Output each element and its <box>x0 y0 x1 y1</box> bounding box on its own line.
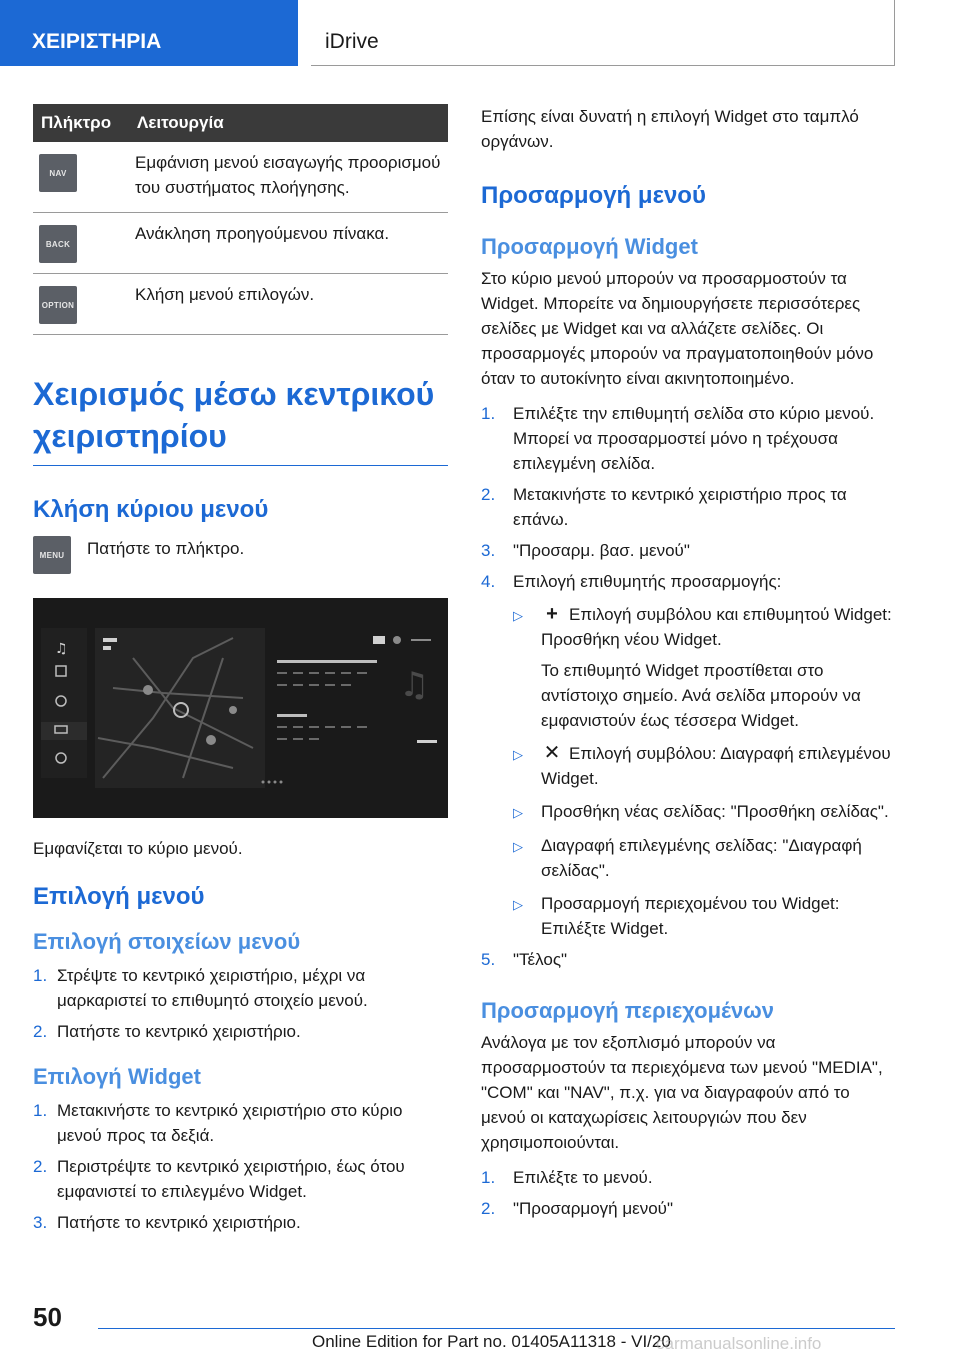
svg-text:♫: ♫ <box>399 665 430 705</box>
list-item: 2. Περιστρέψτε το κεντρικό χειριστήριο, έως ότου εμφανιστεί το επιλεγμένο Widget. <box>33 1157 405 1201</box>
customize-content-heading: Προσαρμογή περιεχομένων <box>481 998 775 1023</box>
section-heading: Χειρισμός μέσω κεντρικού χειριστηρίου <box>33 373 448 466</box>
nav-key-icon: NAV <box>39 154 77 192</box>
table-cell-function: Εμφάνιση μενού εισαγωγής προορισμού του συστήματος πλοήγησης. <box>129 142 448 213</box>
list-item: ▷ + Επιλογή συμβόλου και επιθυμητού Widget: Προσθήκη νέου Widget. <box>513 603 892 649</box>
watermark: carmanualsonline.info <box>656 1334 822 1353</box>
menu-key-icon: MENU <box>33 536 71 574</box>
widget-cluster-text: Επίσης είναι δυνατή η επιλογή Widget στο ταμπλό οργάνων. <box>481 107 859 151</box>
list-item: 4. Επιλογή επιθυμητής προσαρμογής: <box>481 572 782 591</box>
list-item: ▷ Διαγραφή επιλεγμένης σελίδας: "Διαγραφή σελίδας". <box>513 836 862 880</box>
table-header-key: Πλήκτρο <box>33 104 129 142</box>
table-row <box>33 274 448 335</box>
list-item: 3. Πατήστε το κεντρικό χειριστήριο. <box>33 1213 301 1232</box>
select-widget-steps <box>33 1098 448 1235</box>
list-item: 3. "Προσαρμ. βασ. μενού" <box>481 541 690 560</box>
table-cell-function: Κλήση μενού επιλογών. <box>129 274 448 335</box>
select-items-steps <box>33 963 448 1044</box>
list-item: 2. Μετακινήστε το κεντρικό χειριστήριο προς τα επάνω. <box>481 485 847 529</box>
list-item: ▷ Προσθήκη νέας σελίδας: "Προσθήκη σελίδας". <box>513 802 889 821</box>
page-number: 50 <box>33 1302 62 1332</box>
screen-caption: Εμφανίζεται το κύριο μενού. <box>33 839 243 858</box>
customize-steps <box>481 401 897 594</box>
customize-options-more <box>513 741 897 941</box>
list-item: 1. Επιλέξτε το μενού. <box>481 1168 653 1187</box>
chapter-title: iDrive <box>311 0 895 66</box>
list-item: 5. "Τέλος" <box>481 950 568 969</box>
right-column <box>481 104 897 1221</box>
call-menu-heading: Κλήση κύριου μενού <box>33 496 269 523</box>
section-tab: ΧΕΙΡΙΣΤΗΡΙΑ <box>0 0 298 66</box>
customize-widget-heading: Προσαρμογή Widget <box>481 234 698 259</box>
plus-icon: + <box>546 603 558 625</box>
select-items-heading: Επιλογή στοιχείων μενού <box>33 929 301 954</box>
back-key-icon: BACK <box>39 225 77 263</box>
menu-key-text: Πατήστε το πλήκτρο. <box>87 539 245 558</box>
customize-final-step <box>481 947 897 972</box>
customize-menu-heading: Προσαρμογή μενού <box>481 182 706 209</box>
left-column <box>33 104 448 1235</box>
svg-text:♫: ♫ <box>55 641 68 657</box>
table-header-function: Λειτουργία <box>129 104 448 142</box>
list-item: 2. Πατήστε το κεντρικό χειριστήριο. <box>33 1022 301 1041</box>
customize-content-steps <box>481 1165 897 1221</box>
list-item: 1. Επιλέξτε την επιθυμητή σελίδα στο κύριο μενού. Μπορεί να προσαρμοστεί μόνο η τρέχουσα επιλεγμένη σελίδα. <box>481 404 875 473</box>
select-widget-heading: Επιλογή Widget <box>33 1064 201 1089</box>
main-menu-screenshot <box>33 598 448 818</box>
table-cell-function: Ανάκληση προηγούμενου πίνακα. <box>129 213 448 274</box>
menu-key-row <box>33 536 448 574</box>
edition-text: Online Edition for Part no. 01405A11318 - VI/20 <box>312 1332 671 1351</box>
table-row <box>33 142 448 213</box>
list-item: 2. "Προσαρμογή μενού" <box>481 1199 674 1218</box>
select-menu-heading: Επιλογή μενού <box>33 883 205 910</box>
list-item: ▷ ✕ Επιλογή συμβόλου: Διαγραφή επιλεγμένου Widget. <box>513 742 891 788</box>
option-key-icon: OPTION <box>39 286 77 324</box>
key-function-table <box>33 104 448 335</box>
main-menu-illustration <box>33 598 448 818</box>
list-item: 1. Στρέψτε το κεντρικό χειριστήριο, μέχρι να μαρκαριστεί το επιθυμητό στοιχείο μενού. <box>33 966 368 1010</box>
list-item: 1. Μετακινήστε το κεντρικό χειριστήριο στο κύριο μενού προς τα δεξιά. <box>33 1101 403 1145</box>
customize-options <box>513 602 897 652</box>
footer-divider <box>98 1328 895 1329</box>
table-row <box>33 213 448 274</box>
close-icon: ✕ <box>543 742 561 764</box>
add-widget-note: Το επιθυμητό Widget προστίθεται στο αντίστοιχο σημείο. Ανά σελίδα μπορούν να εμφανιστούν έως τέσσερα Widget. <box>541 661 861 730</box>
customize-widget-text: Στο κύριο μενού μπορούν να προσαρμοστούν τα Widget. Μπορείτε να δημιουργήσετε περισσότερες σελίδες με Widget και να αλλάζετε σελίδες. Οι προσαρμογές μπορούν να πραγματοποιηθούν μόνο όταν το αυτοκίνητο είναι ακινητοποιημένο. <box>481 269 874 388</box>
customize-content-text: Ανάλογα με τον εξοπλισμό μπορούν να προσαρμοστούν τα περιεχόμενα των μενού "MEDIA", "COM" και "NAV", π.χ. για να διαγραφούν από το μενού οι καταχωρίσεις λειτουργιών που δεν χρησιμοποιούνται. <box>481 1033 883 1152</box>
list-item: ▷ Προσαρμογή περιεχομένου του Widget: Επιλέξτε Widget. <box>513 894 840 938</box>
table-header-row <box>33 104 448 142</box>
